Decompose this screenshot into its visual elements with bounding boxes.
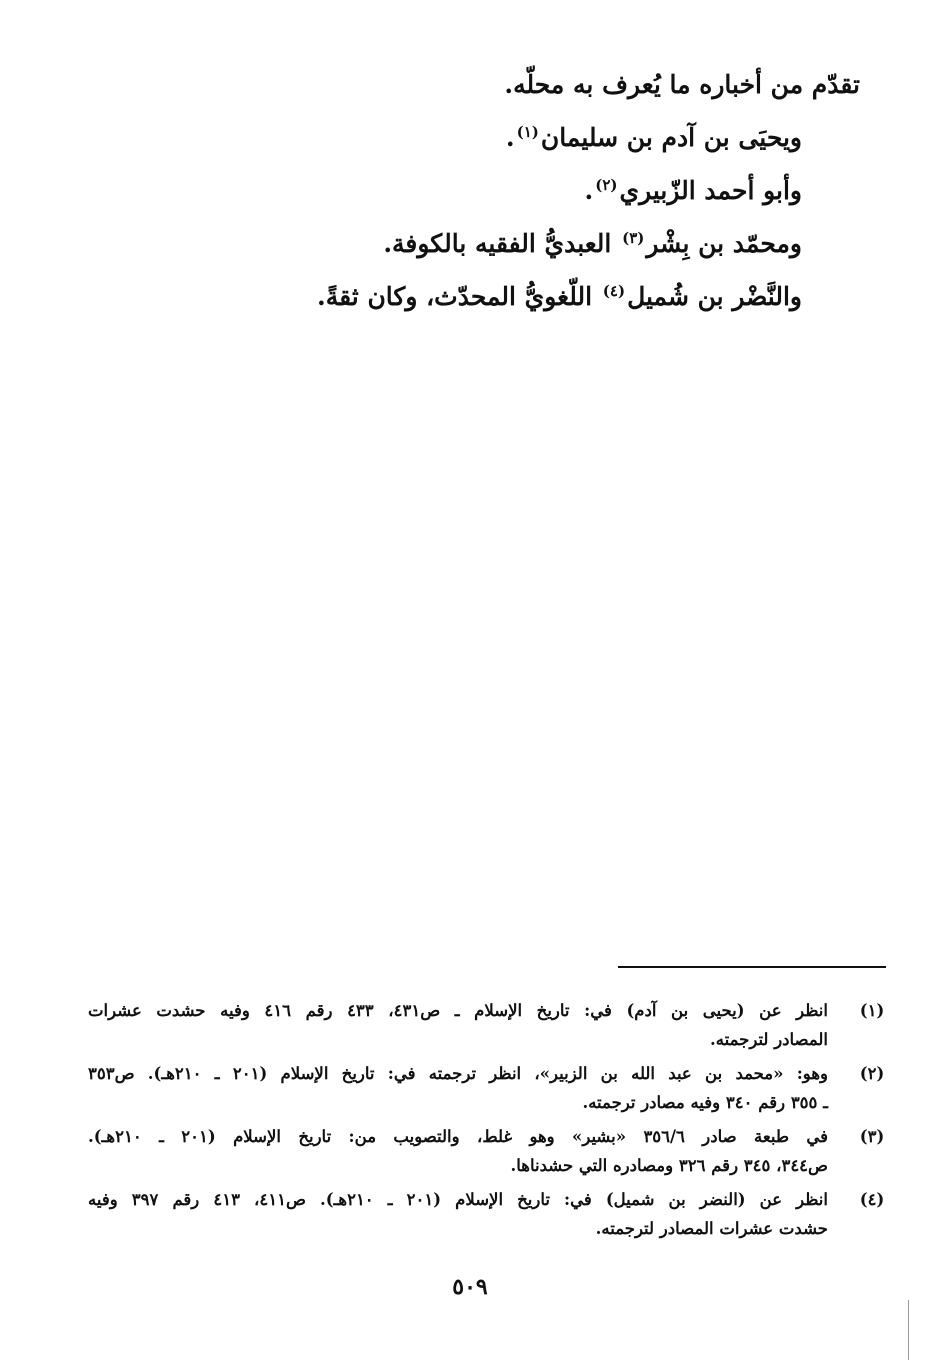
footnote-line: في طبعة صادر ٣٥٦/٦ «بشير» وهو غلط، والتصويب من: تاريخ الإسلام (٢٠١ ـ ٢١٠هـ). <box>88 1127 828 1146</box>
footnote-line: المصادر لترجمته. <box>710 1030 828 1049</box>
footnote-number: (٣) <box>859 1127 885 1146</box>
footnote-number: (١) <box>859 1001 885 1020</box>
main-text-line <box>80 270 860 323</box>
scan-edge-line <box>908 1300 909 1360</box>
main-text-line <box>80 111 860 164</box>
main-text-line1: تقدّم من أخباره ما يُعرف به محلّه. <box>504 70 860 99</box>
footnote-number: (٤) <box>859 1190 885 1209</box>
footnote-line: ـ ٣٥٥ رقم ٣٤٠ وفيه مصادر ترجمته. <box>582 1093 828 1112</box>
footnote-line: انظر عن (النضر بن شميل) في: تاريخ الإسلام (٢٠١ ـ ٢١٠هـ). ص٤١١، ٤١٣ رقم ٣٩٧ وفيه <box>88 1190 828 1209</box>
footnote-4 <box>88 1185 888 1243</box>
footnote-ref-1[interactable]: (١) <box>516 122 539 141</box>
line-text: وأبو أحمد الزّبيري <box>619 176 802 205</box>
line-text: العبديُّ الفقيه بالكوفة. <box>383 229 621 258</box>
line-text: والنَّضْر بن شُميل <box>627 282 802 311</box>
footnotes-section <box>88 996 888 1248</box>
footnote-separator <box>618 966 886 968</box>
footnote-ref-4[interactable]: (٤) <box>602 281 626 300</box>
main-text-line <box>80 58 860 111</box>
footnote-line: وهو: «محمد بن عبد الله بن الزبير»، انظر ترجمته في: تاريخ الإسلام (٢٠١ ـ ٢١٠هـ). ص٣٥٣ <box>88 1064 829 1083</box>
main-text-block <box>80 58 860 323</box>
footnote-line: انظر عن (يحيى بن آدم) في: تاريخ الإسلام ـ ص٤٣١، ٤٣٣ رقم ٤١٦ وفيه حشدت عشرات <box>88 1001 828 1020</box>
footnote-2 <box>88 1059 888 1117</box>
line-text: ويحيَى بن آدم بن سليمان <box>540 123 802 152</box>
footnote-ref-2[interactable]: (٢) <box>595 175 618 194</box>
footnote-1 <box>88 996 888 1054</box>
footnote-number: (٢) <box>859 1064 885 1083</box>
main-text-line <box>80 164 860 217</box>
main-text-line <box>80 217 860 270</box>
line-text: ومحمّد بن بِشْر <box>646 229 802 258</box>
page-number: ٥٠٩ <box>452 1274 488 1300</box>
footnote-ref-3[interactable]: (٣) <box>622 228 645 247</box>
footnote-line: حشدت عشرات المصادر لترجمته. <box>595 1219 828 1238</box>
footnote-line: ص٣٤٤، ٣٤٥ رقم ٣٢٦ ومصادره التي حشدناها. <box>510 1156 828 1175</box>
line-text: اللّغويُّ المحدّث، وكان ثقةً. <box>317 282 601 311</box>
line-text: . <box>505 123 515 152</box>
line-text: . <box>584 176 594 205</box>
footnote-3 <box>88 1122 888 1180</box>
